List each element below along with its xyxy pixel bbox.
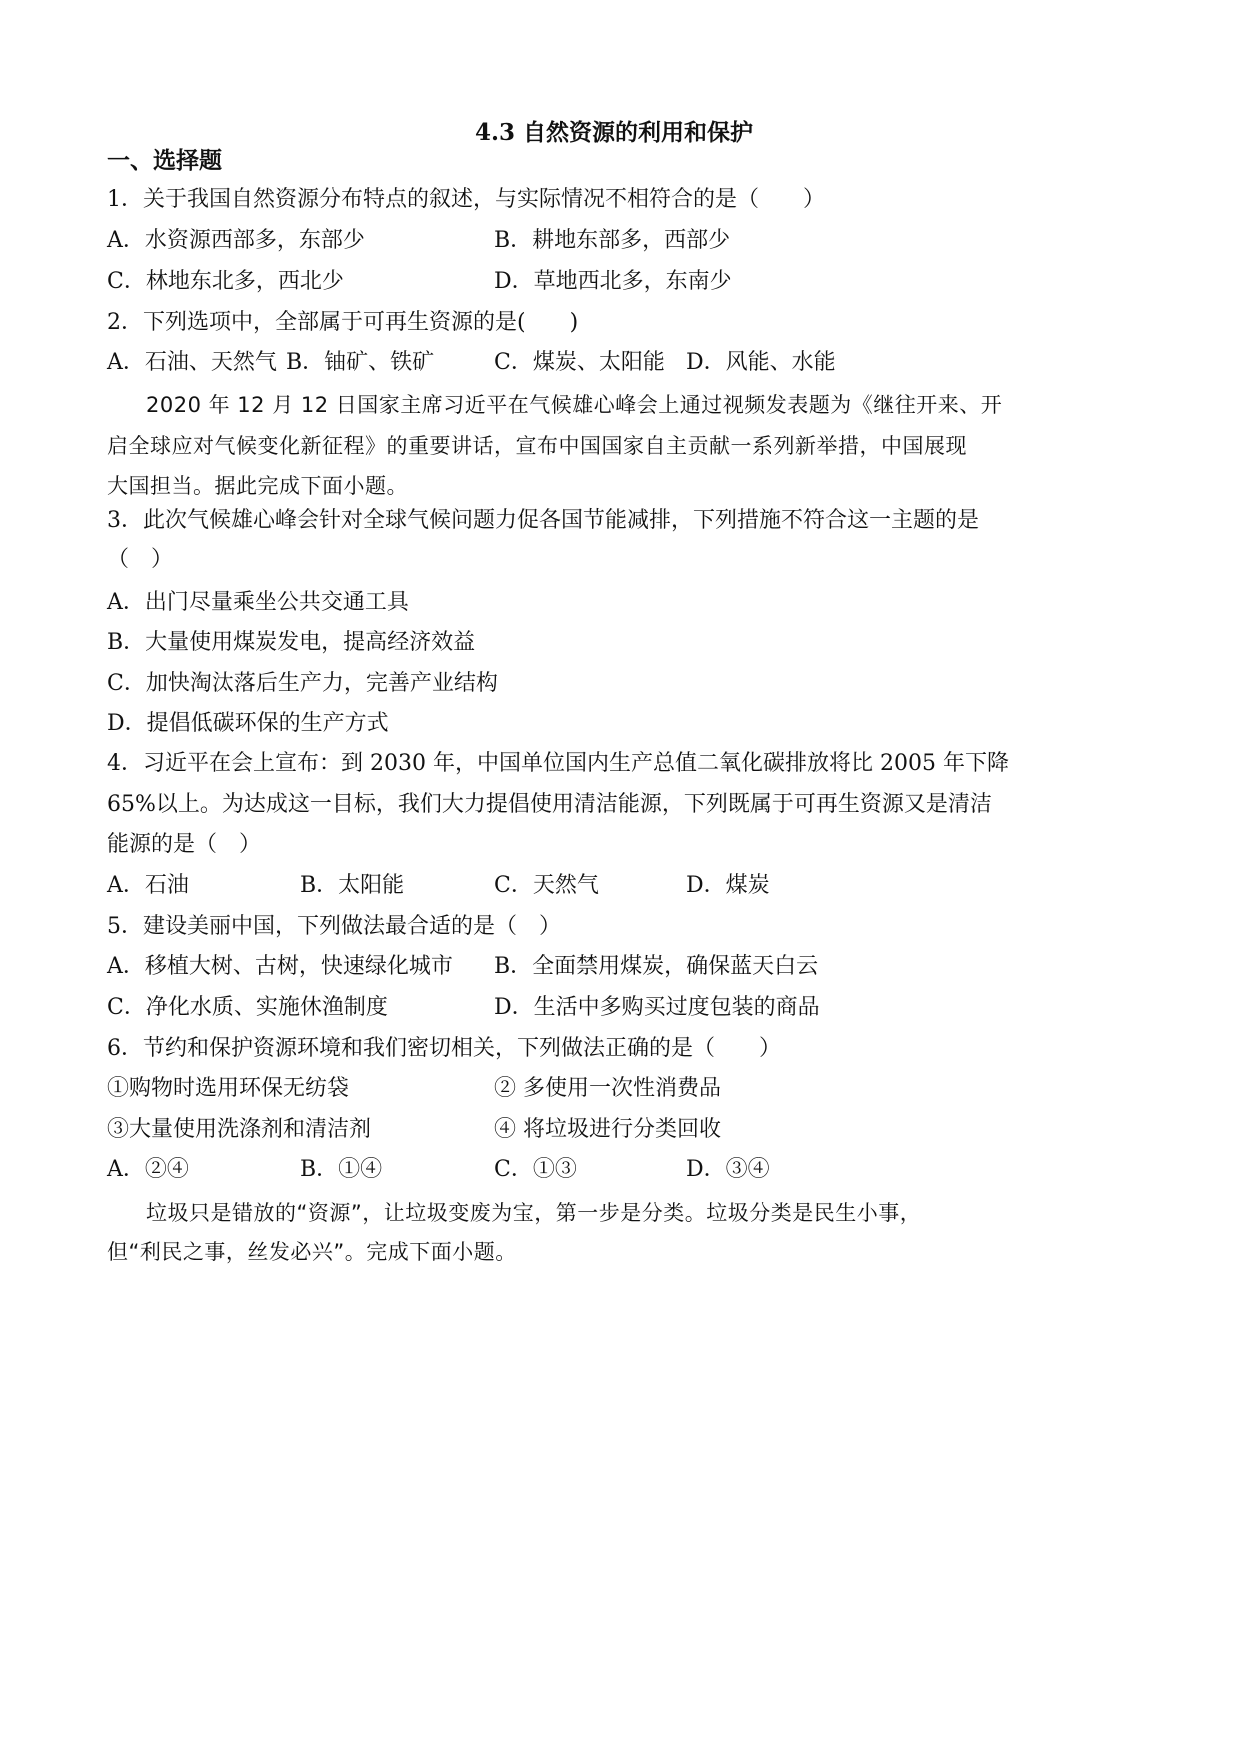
question-2-option-d: D．风能、水能	[686, 350, 836, 375]
question-4-stem-line-3: 能源的是（ ）	[107, 832, 262, 857]
question-5-stem: 5．建设美丽中国，下列做法最合适的是（ ）	[107, 914, 561, 939]
question-6-option-a: A．②④	[107, 1157, 189, 1182]
passage-1-line-1: 2020 年 12 月 12 日国家主席习近平在气候雄心峰会上通过视频发表题为《继往开来、开	[146, 393, 1003, 417]
question-6-option-b: B．①④	[300, 1157, 383, 1182]
question-3-stem-line-1: 3．此次气候雄心峰会针对全球气候问题力促各国节能减排，下列措施不符合这一主题的是	[107, 508, 980, 533]
question-1-option-b: B．耕地东部多，西部少	[494, 228, 731, 253]
question-3-stem-line-2: （ ）	[107, 547, 174, 572]
passage-1-line-3: 大国担当。据此完成下面小题。	[107, 474, 408, 498]
question-5-option-c: C．净化水质、实施休渔制度	[107, 995, 388, 1020]
section-heading: 一、选择题	[107, 147, 222, 174]
question-6-statement-1: ①购物时选用环保无纺袋	[107, 1076, 350, 1101]
question-3-option-d: D．提倡低碳环保的生产方式	[107, 711, 389, 736]
question-4-option-b: B．太阳能	[300, 873, 405, 898]
question-4-stem-line-1: 4．习近平在会上宣布：到 2030 年，中国单位国内生产总值二氧化碳排放将比 2005 年下降	[107, 751, 1009, 776]
question-2-option-b: B．铀矿、铁矿	[286, 350, 435, 375]
passage-2-line-1: 垃圾只是错放的“资源”，让垃圾变废为宝，第一步是分类。垃圾分类是民生小事，	[146, 1201, 922, 1225]
question-5-option-d: D．生活中多购买过度包装的商品	[494, 995, 820, 1020]
question-4-stem-line-2: 65%以上。为达成这一目标，我们大力提倡使用清洁能源，下列既属于可再生资源又是清洁	[107, 792, 992, 817]
question-6-option-d: D．③④	[686, 1157, 770, 1182]
passage-2-line-2: 但“利民之事，丝发必兴”。完成下面小题。	[107, 1240, 517, 1264]
question-6-stem: 6．节约和保护资源环境和我们密切相关，下列做法正确的是（ ）	[107, 1036, 781, 1061]
passage-1-line-2: 启全球应对气候变化新征程》的重要讲话，宣布中国国家自主贡献一系列新举措，中国展现	[107, 434, 967, 458]
document-title: 4.3 自然资源的利用和保护	[475, 119, 754, 146]
question-1-option-d: D．草地西北多，东南少	[494, 269, 732, 294]
question-3-option-c: C．加快淘汰落后生产力，完善产业结构	[107, 671, 498, 696]
question-1-stem: 1．关于我国自然资源分布特点的叙述，与实际情况不相符合的是（ ）	[107, 187, 825, 212]
question-5-option-a: A．移植大树、古树，快速绿化城市	[107, 954, 453, 979]
question-4-option-a: A．石油	[107, 873, 189, 898]
question-3-option-b: B．大量使用煤炭发电，提高经济效益	[107, 630, 476, 655]
question-2-stem: 2．下列选项中，全部属于可再生资源的是( )	[107, 310, 579, 335]
question-6-statement-3: ③大量使用洗涤剂和清洁剂	[107, 1117, 372, 1142]
question-2-option-c: C．煤炭、太阳能	[494, 350, 665, 375]
question-1-option-c: C．林地东北多，西北少	[107, 269, 344, 294]
question-6-statement-2: ② 多使用一次性消费品	[494, 1076, 721, 1101]
question-6-statement-4: ④ 将垃圾进行分类回收	[494, 1117, 721, 1142]
question-5-option-b: B．全面禁用煤炭，确保蓝天白云	[494, 954, 819, 979]
question-4-option-c: C．天然气	[494, 873, 599, 898]
question-1-option-a: A．水资源西部多，东部少	[107, 228, 365, 253]
question-2-option-a: A．石油、天然气	[107, 350, 277, 375]
question-3-option-a: A．出门尽量乘坐公共交通工具	[107, 590, 409, 615]
question-4-option-d: D．煤炭	[686, 873, 770, 898]
question-6-option-c: C．①③	[494, 1157, 577, 1182]
